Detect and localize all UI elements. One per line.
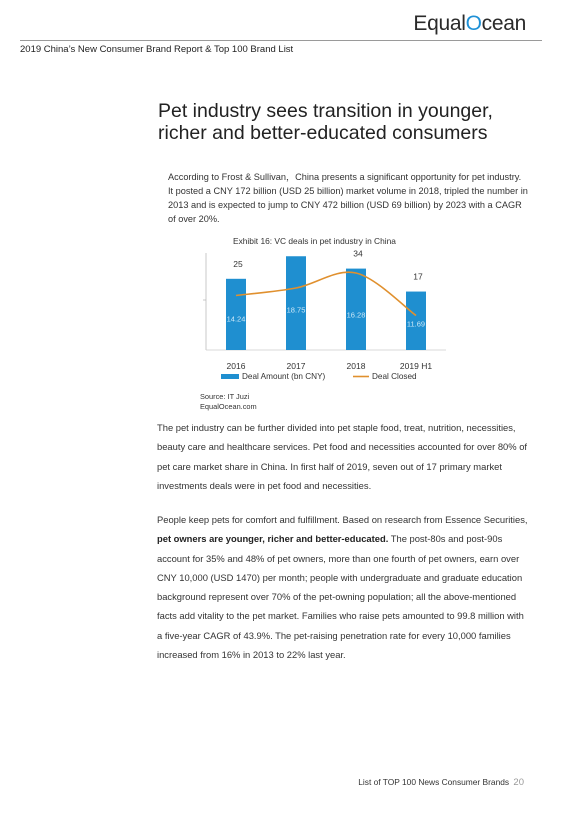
bar [286,256,306,350]
x-tick-label: 2017 [286,361,306,371]
bar-value-label: 14.24 [226,314,246,324]
page-number: 20 [513,777,524,788]
bar-value-label: 16.28 [346,310,366,320]
header-divider [20,40,542,41]
heading-line-1: Pet industry sees transition in younger, [158,100,493,122]
vc-deals-chart [196,250,456,390]
chart-title: Exhibit 16: VC deals in pet industry in China [233,236,396,246]
report-title: 2019 China’s New Consumer Brand Report & Top 100 Brand List [20,44,294,55]
body-paragraph-2 [157,510,529,664]
heading-line-2: richer and better-educated consumers [158,122,488,144]
bar [346,269,366,350]
line-value-label: 17 [413,271,423,282]
line-value-label: 34 [353,250,363,259]
chart-source [200,392,257,412]
source-line-2: EqualOcean.com [200,402,257,411]
legend-swatch-deal-amount [221,374,239,379]
legend-label-deal-closed: Deal Closed [372,372,417,381]
line-value-label: 25 [233,258,243,269]
x-tick-label: 2016 [226,361,246,371]
x-tick-label: 2018 [346,361,366,371]
legend-label-deal-amount: Deal Amount (bn CNY) [242,372,326,381]
bar-value-label: 11.69 [406,319,426,329]
bar-value-label: 18.75 [286,305,306,315]
intro-paragraph: According to Frost & Sullivan，China presents a significant opportunity for pet industry. It posted a CNY 172 billion (USD 25 billion) market volume in 2018, tripled the number in 2013 and is expected to jump to CNY 472 billion (USD 69 billion) by 2023 with a CAGR of over 20%. [168,172,528,224]
deal-closed-line [236,272,416,315]
footer-label: List of TOP 100 News Consumer Brands [358,777,510,787]
p2-rest: The post-80s and post-90s account for 35% and 48% of pet owners, more than one fourth of pet owners, earn over CNY 10,000 (USD 1470) per month; people with undergraduate and graduate education background represent over 70% of the pet-owning population; all the above-mentioned facts add vitality to the pet market. Families who raise pets amounted to 99.8 million with a five-year CAGR of 43.9%. The pet-raising penetration rate for every 10,000 families increased from 16% in 2013 to 22% last year. [157,533,524,661]
page-heading [158,100,538,144]
source-line-1: Source: IT Juzi [200,392,250,401]
x-tick-label: 2019 H1 [399,361,433,371]
p2-highlight: pet owners are younger, richer and better-educated. [157,533,389,545]
page-footer [358,777,524,788]
body-paragraph-1: The pet industry can be further divided into pet staple food, treat, nutrition, necessities, beauty care and healthcare services. Pet food and necessities accounted for over 80% of pet care market share in China. In first half of 2019, seven out of 17 primary market investments deals were in pet food and necessities. [157,422,528,491]
equalocean-logo: EqualOcean [413,12,526,35]
p2-intro: People keep pets for comfort and fulfillment. Based on research from Essence Securities, [157,514,528,525]
